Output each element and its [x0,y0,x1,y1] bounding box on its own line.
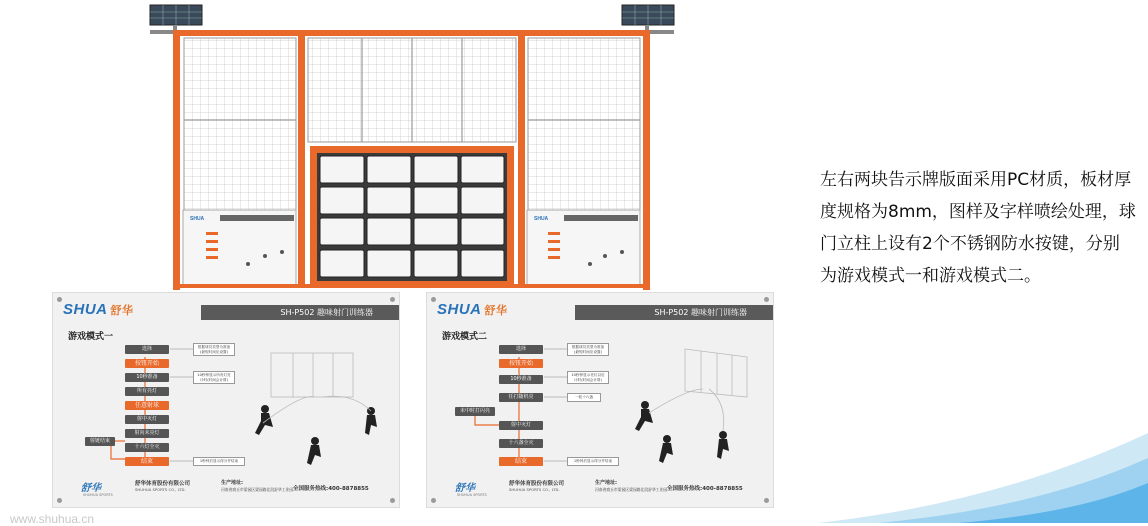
address-label: 生产地址: [595,480,617,486]
sign-footer [53,473,399,507]
sign-board-mode-one [52,292,400,508]
flow-step: 选择 [499,345,543,354]
flow-step: 射中灭灯 [499,421,543,430]
flow-step: 结束 [499,457,543,466]
company-name: 舒华体育股份有限公司 [509,481,565,487]
flow-step: 射向未亮灯 [125,429,169,438]
footer-logo-sub: SHUHUA SPORTS [83,493,113,497]
flow-step: 按钮开始 [499,359,543,368]
model-banner: SH-P502 趣味射门训练器 [201,305,399,320]
flow-step: 所有亮灯 [125,387,169,396]
flow-step: 十六盏全灭 [499,439,543,448]
svg-text:SHUA: SHUA [190,216,205,222]
right-solar-light-icon [618,5,674,34]
decorative-swoosh [818,413,1148,523]
model-banner: SH-P502 趣味射门训练器 [575,305,773,320]
flow-step: 10秒准备 [125,373,169,382]
svg-text:SHUA: SHUA [534,216,549,222]
flow-step: 十六灯全灭 [125,443,169,452]
sign-board-mode-two [426,292,774,508]
company-name: 舒华体育股份有限公司 [135,481,191,487]
description-text: 左右两块告示牌版面采用PC材质，板材厚度规格为8mm，图样及字样喷绘处理，球门立柱上设有2个不锈钢防水按键，分别为游戏模式一和游戏模式二。 [820,170,1136,286]
address: 河南省商丘市梁园区梁园路北段舒华工业园 [595,487,668,492]
flow-step: 任打随机亮 [499,393,543,402]
mode-title: 游戏模式一 [68,332,114,342]
company-name-en: SHUHUA SPORTS CO., LTD. [509,487,560,492]
address: 河南省商丘市梁园区梁园路北段舒华工业园 [221,487,294,492]
sign-footer [427,473,773,507]
flow-step: 选择 [125,345,169,354]
flow-note: 10秒钟显示所有灯亮 计时(时间会计算) [193,371,235,384]
brand-logo: SHUA 舒华 [437,301,508,318]
footer-logo: 舒华 [81,483,101,494]
brand-logo: SHUA 舒华 [63,301,134,318]
flow-note: 一轮十六盏 [567,393,601,402]
flow-note: 根据球员类型为准备 (最短时间应设置) [193,343,235,356]
flow-step: 任意射球 [125,401,169,410]
flow-step: 结束 [125,457,169,466]
address-label: 生产地址: [221,480,243,486]
footer-logo: 舒华 [455,483,475,494]
flow-note: 1秒钟后显示得分并结束 [567,457,619,466]
flow-note: 根据球员类型为准备 (最短时间应设置) [567,343,609,356]
hotline: 全国服务热线:400-8878855 [293,486,369,492]
flow-step: 10秒准备 [499,375,543,384]
website-url: www.shuhua.cn [10,512,95,526]
flow-step: 按钮开始 [125,359,169,368]
flow-note: 1秒钟后显示得分并结束 [193,457,245,466]
flow-side-step: 未中时打闪亮 [455,407,495,416]
flow-step: 射链结束 [85,437,115,446]
flow-note: 10秒钟显示亮灯以后 计时(时间会计算) [567,371,609,384]
company-name-en: SHUHUA SPORTS CO., LTD. [135,487,186,492]
mode-title: 游戏模式二 [442,332,488,342]
hotline: 全国服务热线:400-8878855 [667,486,743,492]
flow-step: 射中灭灯 [125,415,169,424]
footer-logo-sub: SHUHUA SPORTS [457,493,487,497]
left-solar-light-icon [150,5,206,34]
